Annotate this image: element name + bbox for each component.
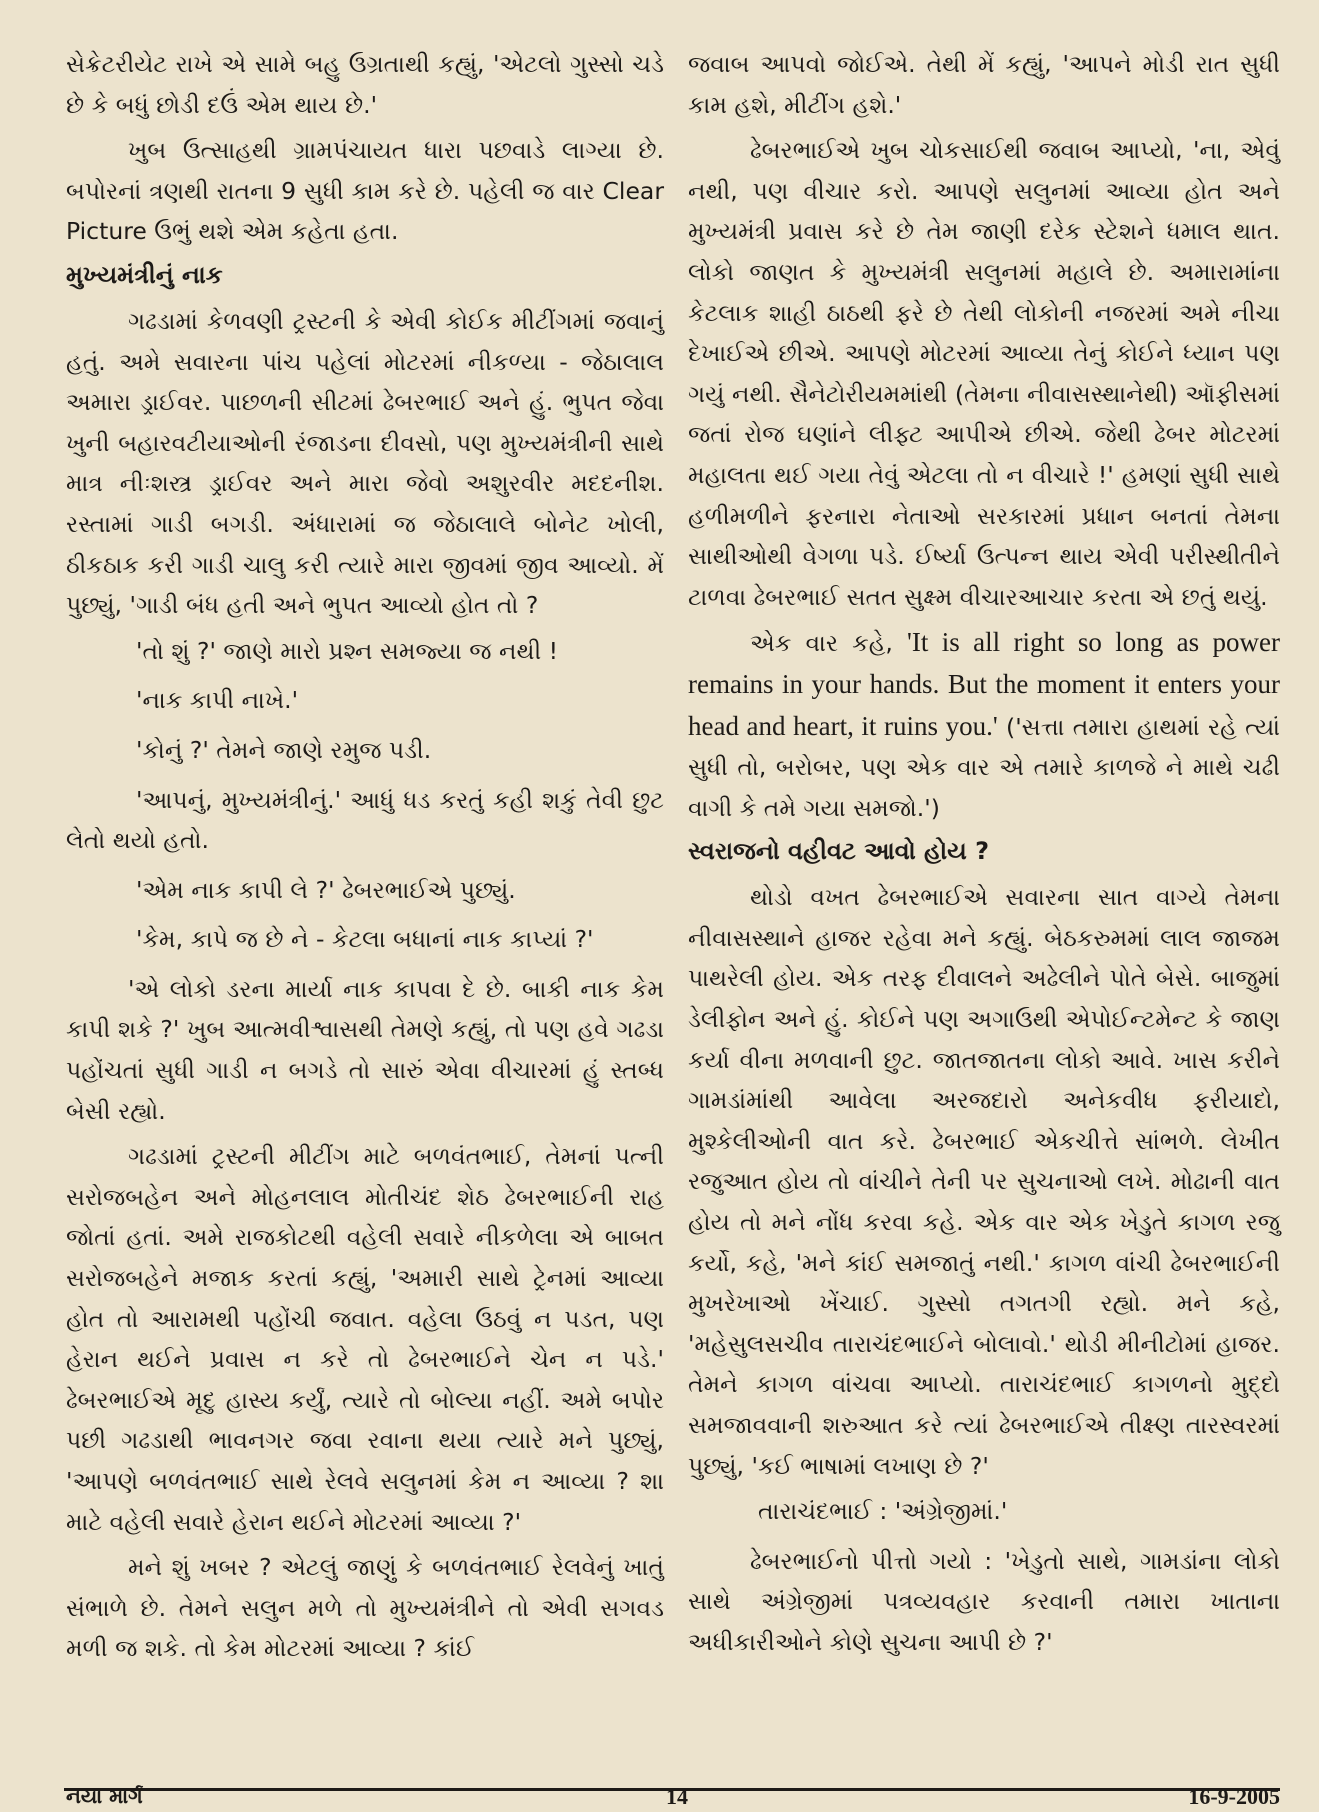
section-heading: મુખ્યમંત્રીનું નાક xyxy=(66,260,223,289)
right-column xyxy=(688,44,1280,1668)
english-quote: 'It is all right so long as power remains in your hands. But the moment it enters your head and heart, it ruins you.' xyxy=(688,627,1280,741)
paragraph: મને શું ખબર ? એટલું જાણું કે બળવંતભાઈ રેલવેનું ખાતું સંભાળે છે. તેમને સલુન મળે તો મુખ્યમંત્રીને તો એવી સગવડ મળી જ શકે. તો કેમ મોટરમાં આવ્યા ? કાંઈ xyxy=(66,1553,664,1663)
quote-translation: ('સત્તા તમારા હાથમાં રહે ત્યાં સુધી તો, બરોબર, પણ એક વાર એ તમારે કાળજે ને માથે ચઢી વાગી કે તમે ગયા સમજો.') xyxy=(688,712,1280,822)
page-number: 14 xyxy=(666,1784,688,1809)
paragraph: ઢેબરભાઈએ ખુબ ચોકસાઈથી જવાબ આપ્યો, 'ના, એવું નથી, પણ વીચાર કરો. આપણે સલુનમાં આવ્યા હોત અને મુખ્યમંત્રી પ્રવાસ કરે છે તેમ જાણી દરેક સ્ટેશને ધમાલ થાત. લોકો જાણત કે મુખ્યમંત્રી સલુનમાં મહાલે છે. અમારામાંના કેટલાક શાહી ઠાઠથી ફરે છે તેથી લોકોની નજરમાં અમે નીચા દેખાઈએ છીએ. આપણે મોટરમાં આવ્યા તેનું કોઈને ધ્યાન પણ ગયું નથી. સૈનેટોરીયમમાંથી (તેમના નીવાસસ્થાનેથી) ઑફીસમાં જતાં રોજ ઘણાંને લીફ્ટ આપીએ છીએ. જેથી ઢેબર મોટરમાં મહાલતા થઈ ગયા તેવું એટલા તો ન વીચારે !' હમણાં સુધી સાથે હળીમળીને ફરનારા નેતાઓ સરકારમાં પ્રધાન બનતાં તેમના સાથીઓથી વેગળા પડે. ઈર્ષ્યા ઉત્પન્ન થાય એવી પરીસ્થીતીને ટાળવા ઢેબરભાઈ સતત સુક્ષ્મ વીચારઆચાર કરતા એ છતું થયું. xyxy=(688,136,1280,611)
paragraph: થોડો વખત ઢેબરભાઈએ સવારના સાત વાગ્યે તેમના નીવાસસ્થાને હાજર રહેવા મને કહ્યું. બેઠકરુમમાં લાલ જાજમ પાથરેલી હોય. એક તરફ દીવાલને અઢેલીને પોતે બેસે. બાજુમાં ડેલીફોન અને હું. કોઈને પણ અગાઉથી એપોઈન્ટમેન્ટ કે જાણ કર્યા વીના મળવાની છુટ. જાતજાતના લોકો આવે. ખાસ કરીને ગામડાંમાંથી આવેલા અરજદારો અનેકવીધ ફરીયાદો, મુશ્કેલીઓની વાત કરે. ઢેબરભાઈ એકચીત્તે સાંભળે. લેખીત રજુઆત હોય તો વાંચીને તેની પર સુચનાઓ લખે. મોઢાની વાત હોય તો મને નોંધ કરવા કહે. એક વાર એક ખેડુતે કાગળ રજુ કર્યો, કહે, 'મને કાંઈ સમજાતું નથી.' કાગળ વાંચી ઢેબરભાઈની મુખરેખાઓ ખેંચાઈ. ગુસ્સો તગતગી રહ્યો. મને કહે, 'મહેસુલસચીવ તારાચંદભાઈને બોલાવો.' થોડી મીનીટોમાં હાજર. તેમને કાગળ વાંચવા આપ્યો. તારાચંદભાઈ કાગળનો મુદ્દો સમજાવવાની શરુઆત કરે ત્યાં ઢેબરભાઈએ તીક્ષ્ણ તારસ્વરમાં પુછ્યું, 'કઈ ભાષામાં લખાણ છે ?' xyxy=(688,883,1280,1480)
paragraph: ગઢડામાં કેળવણી ટ્રસ્ટની કે એવી કોઈક મીટીંગમાં જવાનું હતું. અમે સવારના પાંચ પહેલાં મોટરમાં નીકળ્યા - જેઠાલાલ અમારા ડ્રાઈવર. પાછળની સીટમાં ઢેબરભાઈ અને હું. ભુપત જેવા ખુની બહારવટીયાઓની રંજાડના દીવસો, પણ મુખ્યમંત્રીની સાથે માત્ર નીઃશસ્ત્ર ડ્રાઈવર અને મારા જેવો અશુરવીર મદદનીશ. રસ્તામાં ગાડી બગડી. અંધારામાં જ જેઠાલાલે બોનેટ ખોલી, ઠીકઠાક કરી ગાડી ચાલુ કરી ત્યારે મારા જીવમાં જીવ આવ્યો. મેં પુછ્યું, 'ગાડી બંધ હતી અને ભુપત આવ્યો હોત તો ? xyxy=(66,306,664,620)
paragraph: ખુબ ઉત્સાહથી ગ્રામપંચાયત ધારા પછવાડે લાગ્યા છે. બપોરનાં ત્રણથી રાતના 9 સુધી કામ કરે છે. પહેલી જ વાર Clear Picture ઉભું થશે એમ કહેતા હતા. xyxy=(66,136,664,246)
paragraph: 'એ લોકો ડરના માર્યા નાક કાપવા દે છે. બાકી નાક કેમ કાપી શકે ?' ખુબ આત્મવીશ્વાસથી તેમણે કહ્યું, તો પણ હવે ગઢડા પહોંચતાં સુધી ગાડી ન બગડે તો સારું એવા વીચારમાં હું સ્તબ્ધ બેસી રહ્યો. xyxy=(66,974,664,1125)
paragraph: જવાબ આપવો જોઈએ. તેથી મેં કહ્યું, 'આપને મોડી રાત સુધી કામ હશે, મીટીંગ હશે.' xyxy=(688,50,1280,119)
dialogue-line: 'એમ નાક કાપી લે ?' ઢેબરભાઈએ પુછ્યું. xyxy=(136,875,516,904)
dialogue-line: 'કોનું ?' તેમને જાણે રમુજ પડી. xyxy=(136,735,432,764)
dialogue-line: 'તો શું ?' જાણે મારો પ્રશ્ન સમજ્યા જ નથી ! xyxy=(136,636,559,665)
paragraph: સેક્રેટરીયેટ રાખે એ સામે બહુ ઉગ્રતાથી કહ્યું, 'એટલો ગુસ્સો ચડે છે કે બધું છોડી દઉં એમ થાય છે.' xyxy=(66,50,664,119)
paragraph-intro: એક વાર કહે, xyxy=(750,629,893,658)
paragraph: ગઢડામાં ટ્રસ્ટની મીટીંગ માટે બળવંતભાઈ, તેમનાં પત્ની સરોજબહેન અને મોહનલાલ મોતીચંદ શેઠ ઢેબરભાઈની રાહ જોતાં હતાં. અમે રાજકોટથી વહેલી સવારે નીકળેલા એ બાબત સરોજબહેને મજાક કરતાં કહ્યું, 'અમારી સાથે ટ્રેનમાં આવ્યા હોત તો આરામથી પહોંચી જવાત. વહેલા ઉઠવું ન પડત, પણ હેરાન થઈને પ્રવાસ ન કરે તો ઢેબરભાઈને ચેન ન પડે.' ઢેબરભાઈએ મૃદુ હાસ્ય કર્યું, ત્યારે તો બોલ્યા નહીં. અમે બપોર પછી ગઢડાથી ભાવનગર જવા રવાના થયા ત્યારે મને પુછ્યું, 'આપણે બળવંતભાઈ સાથે રેલવે સલુનમાં કેમ ન આવ્યા ? શા માટે વહેલી સવારે હેરાન થઈને મોટરમાં આવ્યા ?' xyxy=(66,1142,664,1536)
dialogue-line: 'આપનું, મુખ્યમંત્રીનું.' આધું ધડ કરતું કહી શકું તેવી છુટ લેતો થયો હતો. xyxy=(66,785,664,855)
paragraph: ઢેબરભાઈનો પીત્તો ગયો : 'ખેડુતો સાથે, ગામડાંના લોકો સાથે અંગ્રેજીમાં પત્રવ્યવહાર કરવાની તમારા ખાતાના અધીકારીઓને કોણે સુચના આપી છે ?' xyxy=(688,1546,1280,1656)
dialogue-line: તારાચંદભાઈ : 'અંગ્રેજીમાં.' xyxy=(758,1497,1008,1526)
left-column xyxy=(66,44,664,1674)
dialogue-line: 'કેમ, કાપે જ છે ને - કેટલા બધાનાં નાક કાપ્યાં ?' xyxy=(136,925,594,954)
paragraph xyxy=(688,622,1280,828)
section-heading: સ્વરાજનો વહીવટ આવો હોય ? xyxy=(688,837,990,866)
dialogue-line: 'નાક કાપી નાખે.' xyxy=(136,686,299,715)
issue-date: 16-9-2005 xyxy=(1188,1784,1280,1809)
publication-name: નયા માર્ગ xyxy=(66,1784,143,1808)
